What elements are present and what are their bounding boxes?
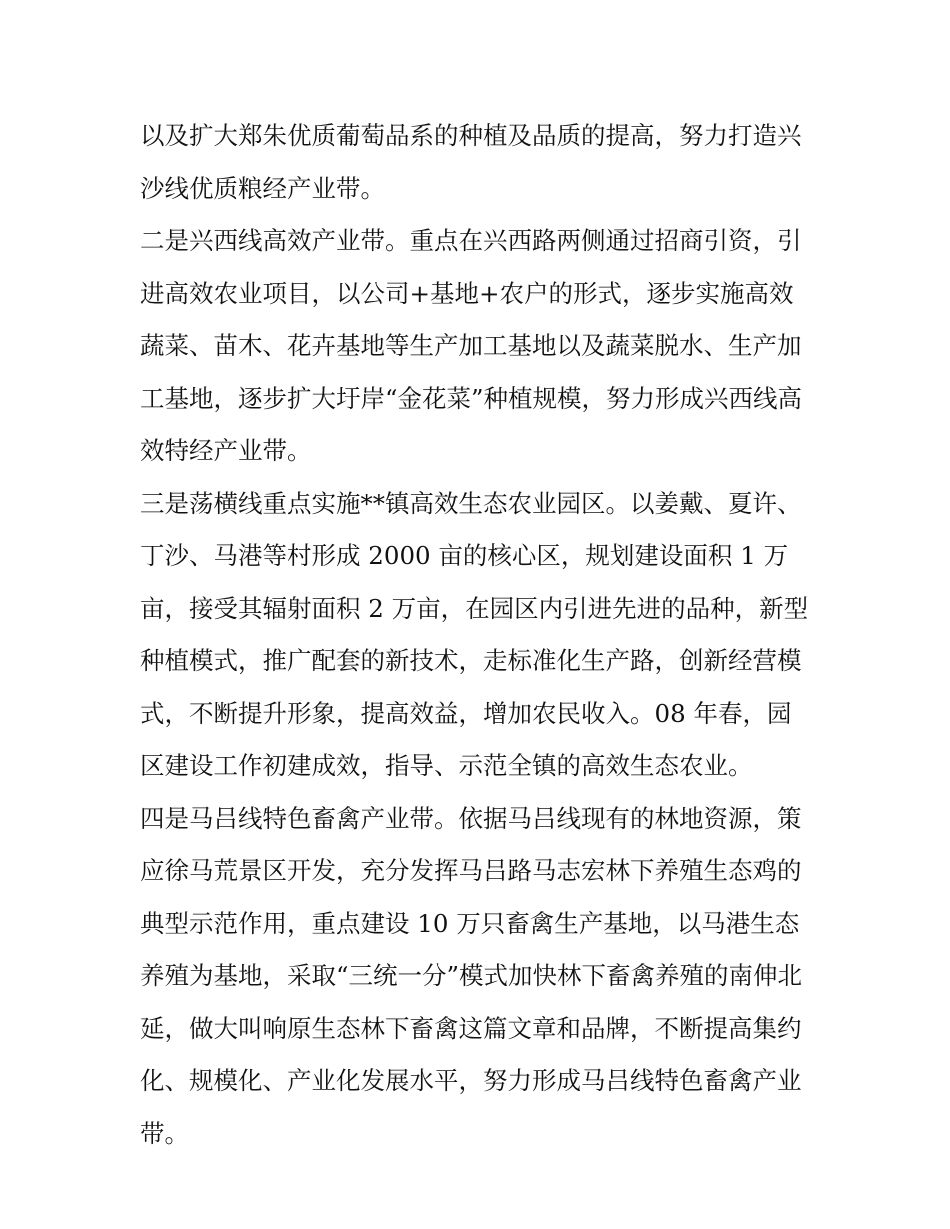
text-line: 以及扩大郑朱优质葡萄品系的种植及品质的提高，努力打造兴 (140, 121, 802, 150)
text-line: 典型示范作用，重点建设 10 万只畜禽生产基地，以马港生态 (140, 908, 800, 938)
text-line: 化、规模化、产业化发展水平，努力形成马吕线特色畜禽产业 (140, 1066, 802, 1095)
text-line: 进高效农业项目，以公司+基地+农户的形式，逐步实施高效 (140, 278, 794, 308)
text-line: 区建设工作初建成效，指导、示范全镇的高效生态农业。 (140, 751, 753, 780)
text-line: 沙线优质粮经产业带。 (140, 173, 385, 203)
text-line: 亩，接受其辐射面积 2 万亩，在园区内引进先进的品种，新型 (140, 593, 809, 623)
text-line: 效特经产业带。 (140, 436, 312, 465)
text-line: 带。 (140, 1118, 189, 1148)
text-line: 应徐马荒景区开发，充分发挥马吕路马志宏林下养殖生态鸡的 (140, 856, 802, 885)
text-line: 二是兴西线高效产业带。重点在兴西路两侧通过招商引资，引 (140, 226, 802, 255)
body-text (140, 110, 820, 1160)
text-line: 延，做大叫响原生态林下畜禽这篇文章和品牌，不断提高集约 (140, 1013, 802, 1043)
text-line: 式，不断提升形象，提高效益，增加农民收入。08 年春，园 (140, 698, 792, 728)
text-line: 丁沙、马港等村形成 2000 亩的核心区，规划建设面积 1 万 (140, 541, 789, 570)
text-line: 工基地，逐步扩大圩岸“金花菜”种植规模，努力形成兴西线高 (140, 383, 803, 413)
text-line: 养殖为基地，采取“三统一分”模式加快林下畜禽养殖的南伸北 (140, 961, 803, 990)
text-line: 三是荡横线重点实施**镇高效生态农业园区。以姜戴、夏许、 (140, 488, 802, 518)
text-line: 四是马吕线特色畜禽产业带。依据马吕线现有的林地资源，策 (140, 803, 802, 833)
text-line: 蔬菜、苗木、花卉基地等生产加工基地以及蔬菜脱水、生产加 (140, 331, 802, 360)
text-line: 种植模式，推广配套的新技术，走标准化生产路，创新经营模 (140, 646, 802, 675)
